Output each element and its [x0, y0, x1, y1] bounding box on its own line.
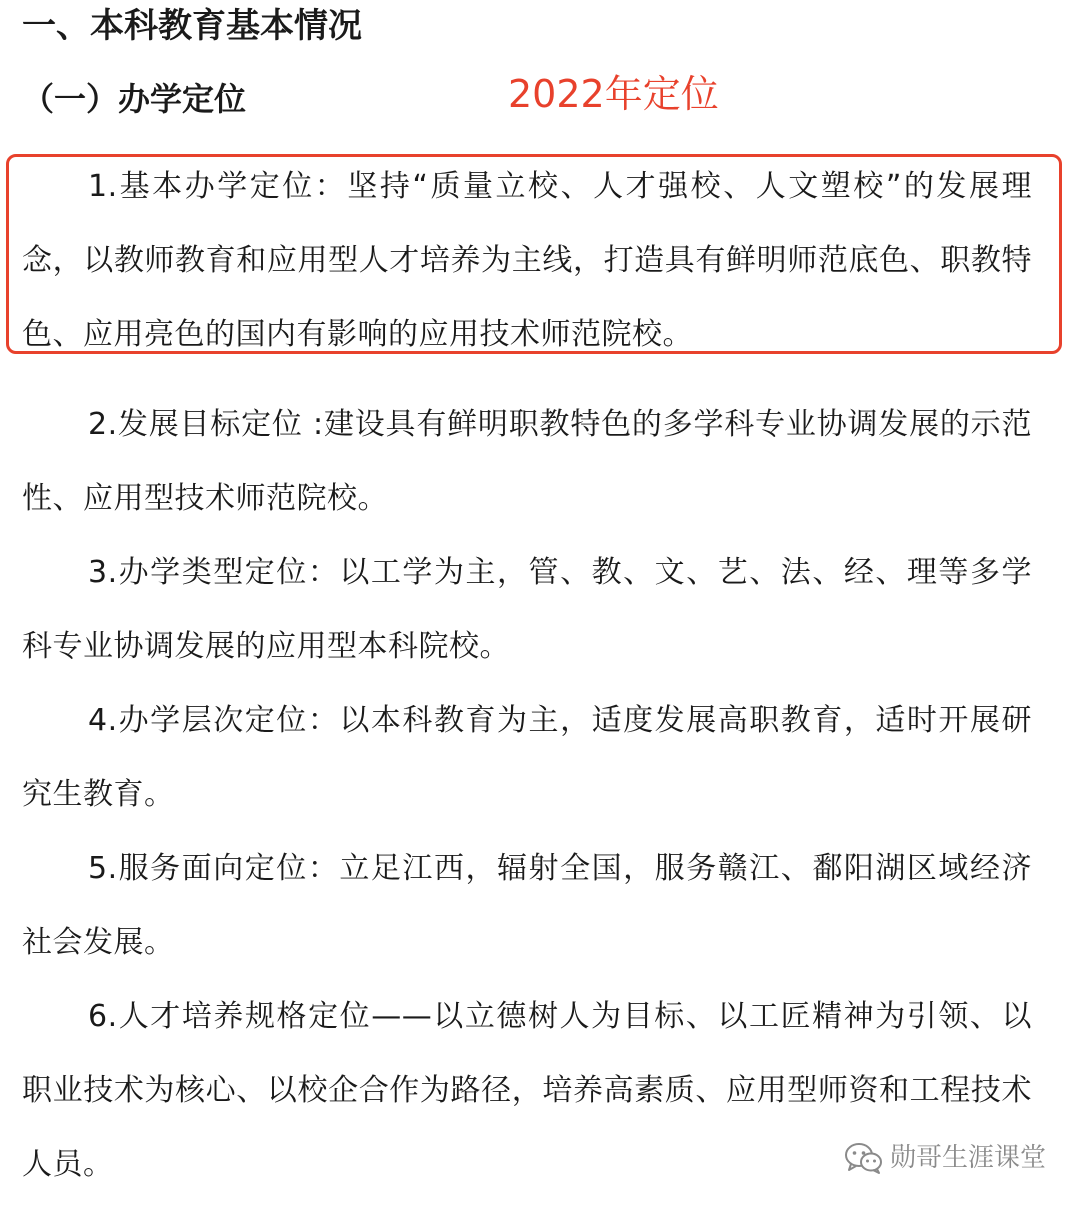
- section-heading: 一、本科教育基本情况: [22, 6, 362, 46]
- paragraph-school-type: 3.办学类型定位：以工学为主，管、教、文、艺、法、经、理等多学科专业协调发展的应用型本科院校。: [22, 555, 1032, 664]
- paragraph-basic-positioning: 1.基本办学定位：坚持“质量立校、人才强校、人文塑校”的发展理念，以教师教育和应用型人才培养为主线，打造具有鲜明师范底色、职教特色、应用亮色的国内有影响的应用技术师范院校。: [22, 169, 1032, 352]
- wechat-icon: [844, 1141, 884, 1175]
- paragraph-development-goal: 2.发展目标定位 :建设具有鲜明职教特色的多学科专业协调发展的示范性、应用型技术师范院校。: [22, 407, 1032, 516]
- year-annotation: 2022年定位: [508, 72, 719, 116]
- watermark-text: 勋哥生涯课堂: [889, 1143, 1046, 1173]
- paragraph-service-orientation: 5.服务面向定位：立足江西，辐射全国，服务赣江、鄱阳湖区域经济社会发展。: [22, 851, 1032, 960]
- watermark: [844, 1138, 1046, 1178]
- paragraph-talent-specification: 6.人才培养规格定位——以立德树人为目标、以工匠精神为引领、以职业技术为核心、以校企合作为路径，培养高素质、应用型师资和工程技术人员。: [22, 999, 1032, 1182]
- sub-heading: （一）办学定位: [22, 80, 247, 118]
- paragraph-school-level: 4.办学层次定位：以本科教育为主，适度发展高职教育，适时开展研究生教育。: [22, 703, 1032, 812]
